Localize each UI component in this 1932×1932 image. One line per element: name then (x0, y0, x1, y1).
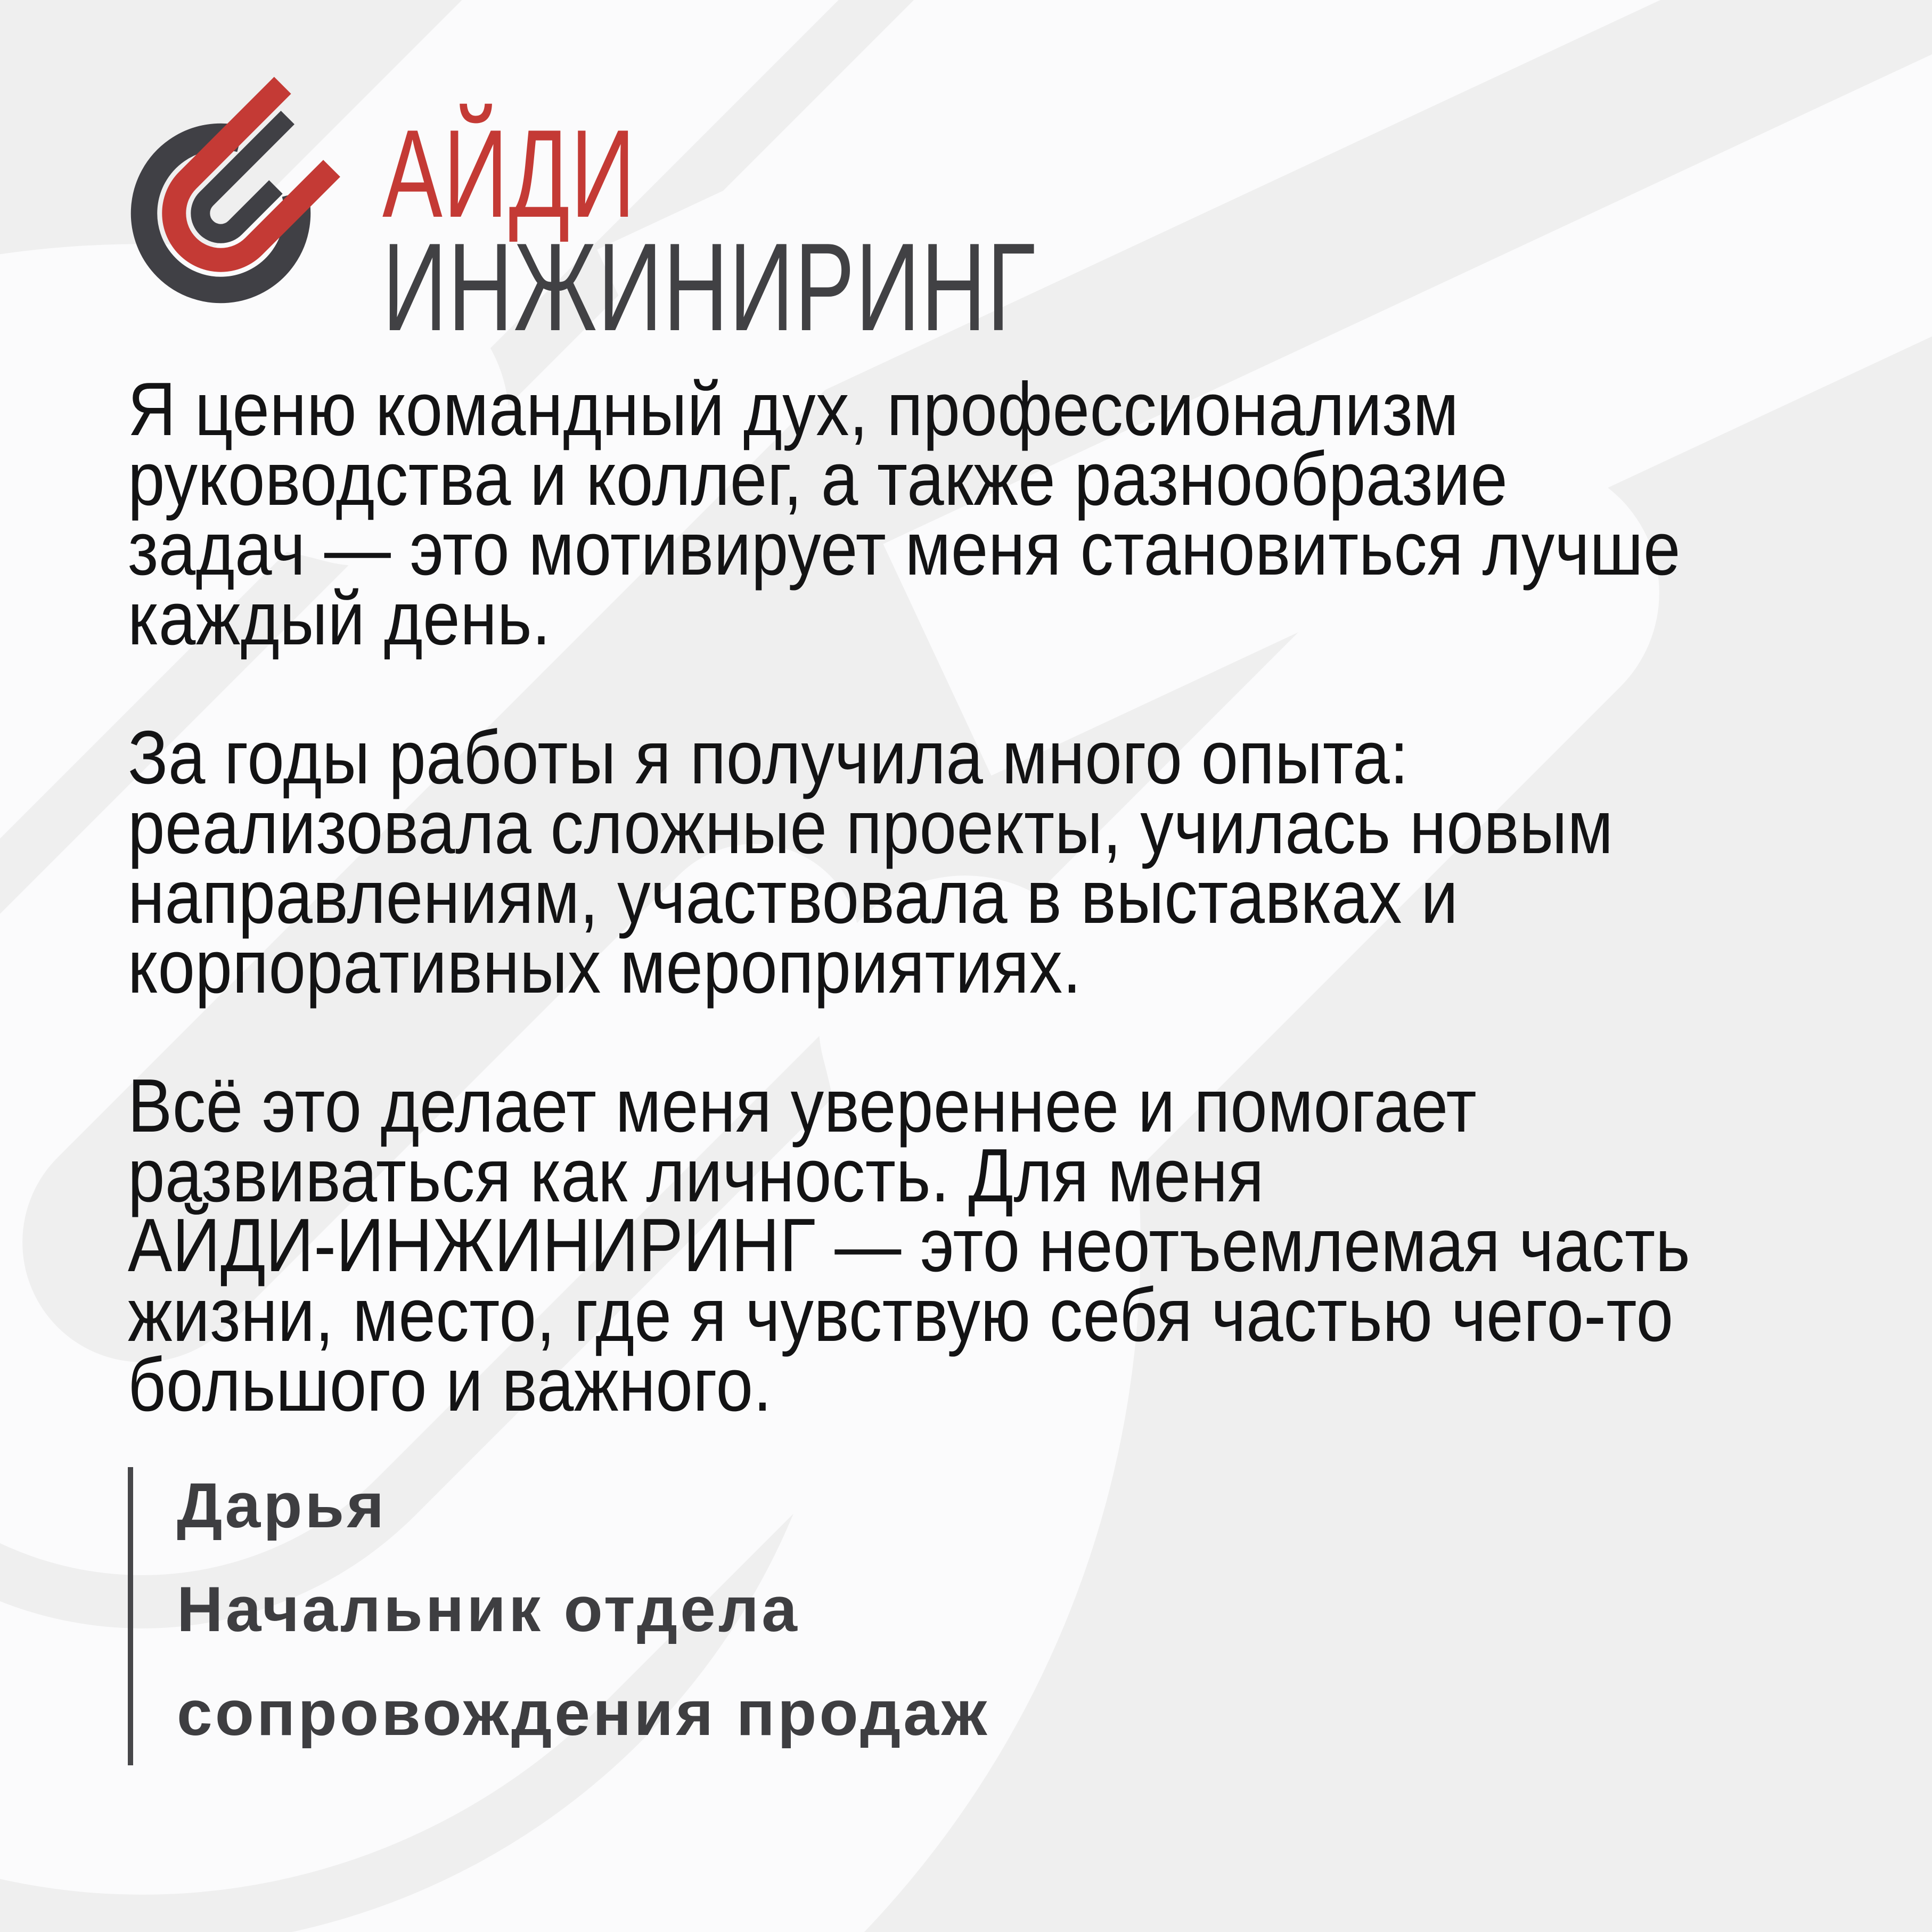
quote-paragraph (128, 1063, 1932, 1427)
quote-text (128, 367, 1932, 1489)
quote-line: задач — это мотивирует меня становиться лучше (128, 506, 1681, 591)
quote-line: направлениям, участвовала в выставках и (128, 855, 1459, 939)
quote-paragraph (128, 715, 1932, 1009)
quote-line: большого и важного. (128, 1342, 772, 1427)
quote-line: АЙДИ-ИНЖИНИРИНГ — это неотъемлемая часть (128, 1203, 1691, 1288)
brand-name-line2: ИНЖИНИРИНГ (382, 217, 1037, 357)
quote-line: жизни, место, где я чувствую себя частью чего-то (128, 1273, 1674, 1357)
quote-line: Всё это делает меня увереннее и помогает (128, 1063, 1477, 1148)
signature-role-line: сопровождения продаж (177, 1677, 990, 1749)
signature-name: Дарья (177, 1470, 387, 1541)
quote-line: каждый день. (128, 576, 551, 661)
signature-text (177, 1454, 989, 1765)
quote-line: За годы работы я получила много опыта: (128, 715, 1409, 800)
quote-line: развиваться как личность. Для меня (128, 1133, 1264, 1218)
quote-line: корпоративных мероприятиях. (128, 924, 1082, 1009)
brand-name-line1: АЙДИ (382, 103, 636, 243)
quote-line: Я ценю командный дух, профессионализм (128, 367, 1459, 452)
quote-paragraph (128, 367, 1932, 661)
brand-name (382, 103, 1037, 357)
signature-divider (128, 1467, 133, 1765)
quote-line: руководства и коллег, а также разнообразие (128, 437, 1508, 521)
brand-logo-icon (114, 80, 354, 320)
quote-line: реализовала сложные проекты, училась новым (128, 785, 1614, 870)
signature-role-line: Начальник отдела (177, 1574, 800, 1645)
